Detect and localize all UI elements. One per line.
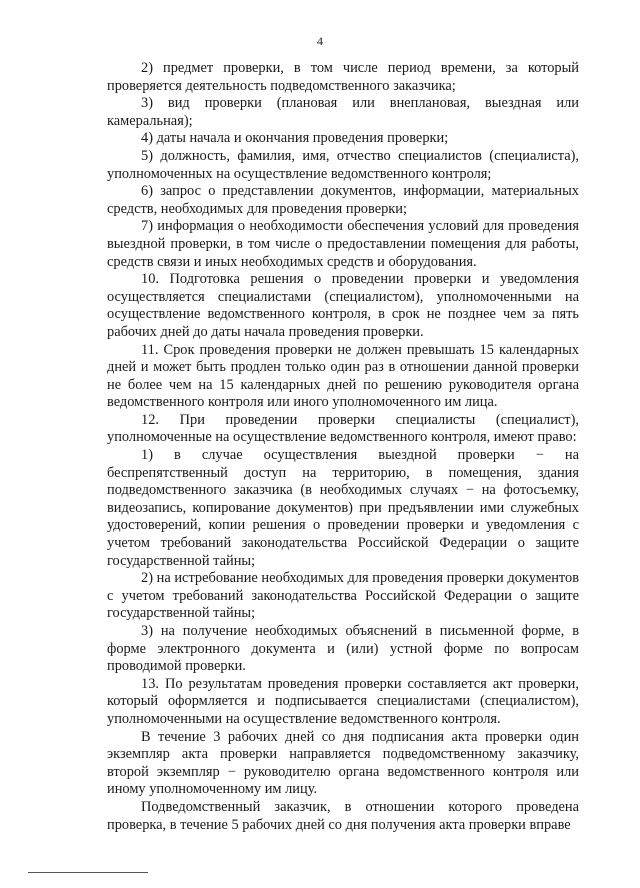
paragraph: 6) запрос о представлении документов, информации, материальных средств, необходимых для проведения проверки; (107, 183, 579, 217)
paragraph: 2) на истребование необходимых для проведения проверки документов с учетом требований законодательства Российской Федерации о защите государственной тайны; (107, 570, 579, 622)
document-body (107, 60, 579, 834)
paragraph: 10. Подготовка решения о проведении проверки и уведомления осуществляется специалистами (специалистом), уполномоченными на осуществление ведомственного контроля, в срок не позднее чем за пять рабочих дней до даты начала проведения проверки. (107, 271, 579, 340)
paragraph: 12. При проведении проверки специалисты (специалист), уполномоченные на осуществление ведомственного контроля, имеют право: (107, 411, 579, 446)
paragraph: 3) на получение необходимых объяснений в письменной форме, в форме электронного документа и (или) устной форме по вопросам проводимой проверки. (107, 623, 579, 675)
footer-rule (28, 872, 148, 873)
paragraph: 13. По результатам проведения проверки составляется акт проверки, который оформляется и подписывается специалистами (специалистом), уполномоченными на осуществление ведомственного контроля. (107, 675, 579, 727)
paragraph: 11. Срок проведения проверки не должен превышать 15 календарных дней и может быть продлен только один раз в отношении данной проверки не более чем на 15 календарных дней по решению руководителя органа ведомственного контроля или иного уполномоченного им лица. (107, 341, 579, 411)
paragraph: 5) должность, фамилия, имя, отчество специалистов (специалиста), уполномоченных на осуществление ведомственного контроля; (107, 147, 579, 182)
paragraph: Подведомственный заказчик, в отношении которого проведена проверка, в течение 5 рабочих дней со дня получения акта проверки вправе (107, 798, 579, 833)
paragraph: 4) даты начала и окончания проведения проверки; (141, 130, 449, 147)
paragraph: В течение 3 рабочих дней со дня подписания акта проверки один экземпляр акта проверки направляется подведомственному заказчику, второй экземпляр − руководителю органа ведомственного контроля или иному уполномоченному им лицу. (107, 728, 579, 798)
paragraph: 3) вид проверки (плановая или внеплановая, выездная или камеральная); (107, 95, 579, 129)
page-number: 4 (317, 34, 323, 48)
paragraph: 2) предмет проверки, в том числе период времени, за который проверяется деятельность подведомственного заказчика; (107, 60, 579, 94)
paragraph: 1) в случае осуществления выездной проверки − на беспрепятственный доступ на территорию, в помещения, здания подведомственного заказчика (в необходимых случаях − на фотосъемку, видеозапись, копирование документов) при предъявлении ими служебных удостоверений, копии решения о проведении проверки и уведомления с учетом требований законодательства Российской Федерации о защите государственной тайны; (107, 447, 579, 569)
paragraph: 7) информация о необходимости обеспечения условий для проведения выездной проверки, в том числе о предоставлении помещения для работы, средств связи и иных необходимых средств и оборудования. (107, 218, 579, 270)
